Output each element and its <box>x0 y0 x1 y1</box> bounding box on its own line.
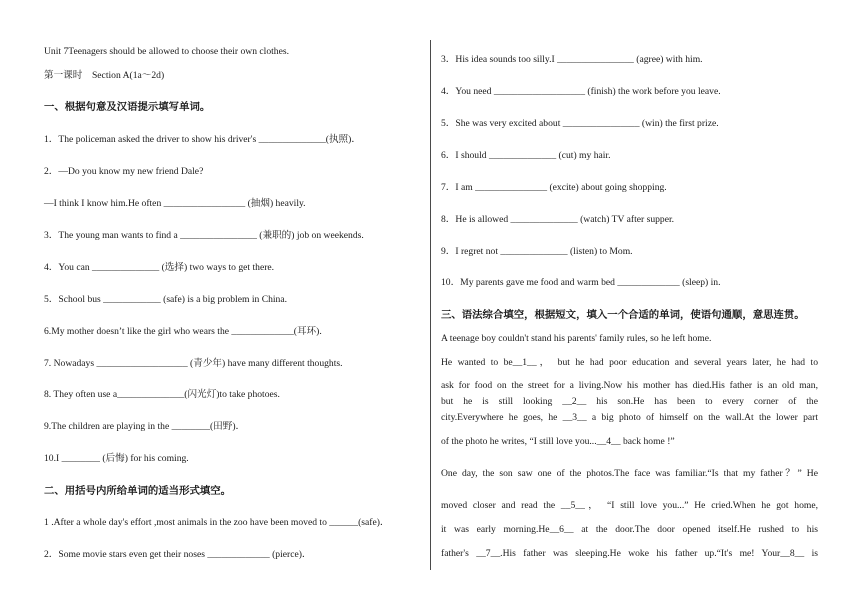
question-1-4: 4．You can ______________ (选择) two ways to get there. <box>44 262 275 273</box>
question-1-6: 6.My mother doesn’t like the girl who wears the _____________(耳环). <box>44 326 322 337</box>
passage-line-2: He wanted to be__1__， but he had poor education and several years later, he had to <box>441 357 818 368</box>
question-1-1: 1．The policeman asked the driver to show his driver's ______________(执照)． <box>44 134 361 145</box>
section-heading-3: 三、语法综合填空，根据短文，填入一个合适的单词，使语句通顺，意思连贯。 <box>441 309 805 321</box>
passage-line-6: of the photo he writes, “I still love you...__4__ back home !” <box>441 436 675 447</box>
question-1-7: 7. Nowadays ___________________ (青少年) have many different thoughts. <box>44 358 343 369</box>
question-1-9: 9.The children are playing in the ________(田野)． <box>44 421 246 432</box>
passage-line-1: A teenage boy couldn't stand his parents' family rules, so he left home. <box>441 333 712 344</box>
passage-line-8: moved closer and read the __5__， “I still love you...” He cried.When he got home, <box>441 500 818 511</box>
question-2-10: 10．My parents gave me food and warm bed _____________ (sleep) in. <box>441 277 721 288</box>
question-1-5: 5．School bus ____________ (safe) is a big problem in China. <box>44 294 288 305</box>
question-1-8: 8. They often use a______________(闪光灯)to take photoes. <box>44 389 280 400</box>
question-2-6: 6．I should ______________ (cut) my hair. <box>441 150 611 161</box>
question-2-1: 1 .After a whole day's effort ,most animals in the zoo have been moved to ______(safe)． <box>44 517 390 528</box>
passage-line-3: ask for food on the street for a living.Now his mother has died.His father is an old man, <box>441 380 818 391</box>
question-1-3: 3．The young man wants to find a ________________ (兼职的) job on weekends. <box>44 230 364 241</box>
passage-line-5: city.Everywhere he goes, he __3__ a big photo of himself on the wall.At the lower part <box>441 412 818 423</box>
lesson-subtitle: 第一课时 Section A(1a～2d) <box>44 70 165 81</box>
section-heading-2: 二、用括号内所给单词的适当形式填空。 <box>44 485 232 497</box>
question-2-4: 4．You need ___________________ (finish) the work before you leave. <box>441 86 721 97</box>
unit-title: Unit 7Teenagers should be allowed to choose their own clothes. <box>44 46 289 57</box>
question-2-3: 3．His idea sounds too silly.I ________________ (agree) with him. <box>441 54 703 65</box>
passage-line-4: but he is still looking __2__ his son.He has been to every corner of the <box>441 396 818 407</box>
section-heading-1: 一、根据句意及汉语提示填写单词。 <box>44 101 211 113</box>
question-2-8: 8．He is allowed ______________ (watch) TV after supper. <box>441 214 675 225</box>
passage-line-10: father's __7__.His father was sleeping.He woke his father up.“It's me! Your__8__ is <box>441 548 818 559</box>
question-2-7: 7．I am _______________ (excite) about going shopping. <box>441 182 667 193</box>
passage-line-9: it was early morning.He__6__ at the door.The door opened itself.He rushed to his <box>441 524 818 535</box>
question-1-2b: —I think I know him.He often _________________ (抽烟) heavily. <box>44 198 306 209</box>
question-2-9: 9．I regret not ______________ (listen) to Mom. <box>441 246 633 257</box>
column-divider <box>430 40 431 570</box>
question-1-2a: 2．—Do you know my new friend Dale? <box>44 166 204 177</box>
question-1-10: 10.I ________ (后悔) for his coming. <box>44 453 189 464</box>
question-2-5: 5．She was very excited about ________________ (win) the first prize. <box>441 118 719 129</box>
question-2-2: 2．Some movie stars even get their noses _____________ (pierce)． <box>44 549 312 560</box>
passage-line-7: One day, the son saw one of the photos.The face was familiar.“Is that my father？” He <box>441 468 818 479</box>
